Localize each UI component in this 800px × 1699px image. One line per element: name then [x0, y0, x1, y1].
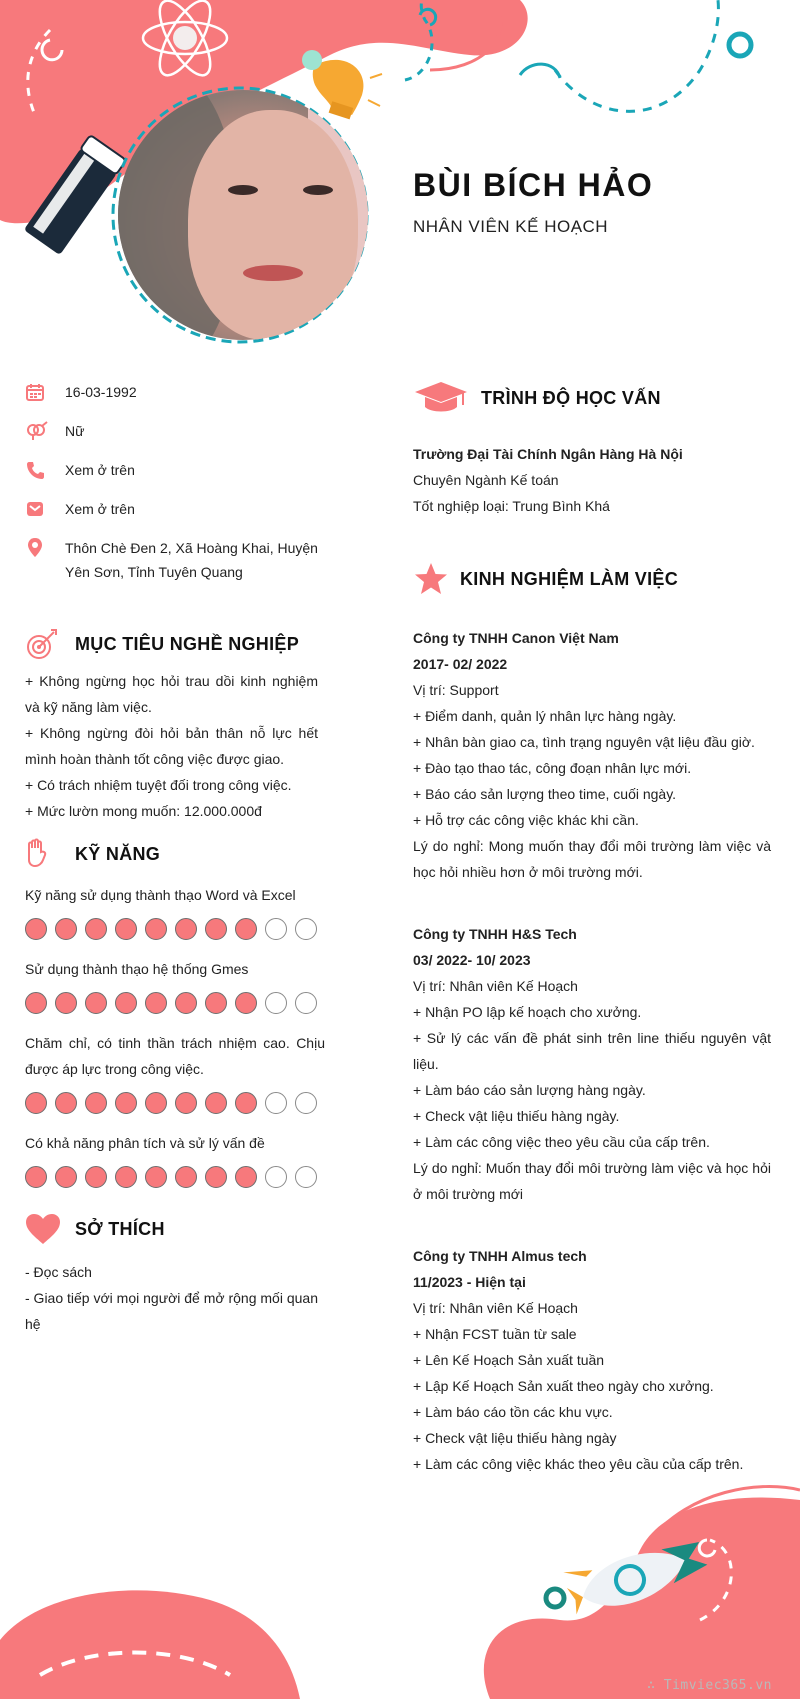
hobbies-text — [25, 1259, 318, 1337]
job-line: Vị trí: Nhân viên Kế Hoạch — [413, 1300, 578, 1316]
rating-dot-filled — [235, 1166, 257, 1188]
job-line: + Điểm danh, quản lý nhân lực hàng ngày. — [413, 708, 677, 724]
skill-item — [25, 1130, 325, 1188]
job-line: + Đào tạo thao tác, công đoạn nhân lực mới. — [413, 760, 692, 776]
rating-dot-filled — [115, 1166, 137, 1188]
rating-dot-filled — [205, 992, 227, 1014]
rating-dot-filled — [55, 918, 77, 940]
rating-dot-filled — [145, 992, 167, 1014]
job-line: + Nhận PO lập kế hoạch cho xưởng. — [413, 1004, 642, 1020]
star-icon — [413, 562, 460, 596]
fist-icon — [25, 838, 75, 870]
skill-label: Kỹ năng sử dụng thành thạo Word và Excel — [25, 887, 296, 903]
skill-item — [25, 956, 325, 1014]
rating-dot-filled — [205, 918, 227, 940]
job-line: + Lập Kế Hoạch Sản xuất theo ngày cho xưởng. — [413, 1378, 714, 1394]
education-heading — [413, 380, 661, 416]
skills-title: KỸ NĂNG — [75, 843, 161, 864]
contact-email — [25, 497, 325, 521]
contact-birthday — [25, 380, 325, 404]
hobby-line: - Giao tiếp với mọi người để mở rộng mối quan hệ — [25, 1290, 318, 1332]
school-name: Trường Đại Tài Chính Ngân Hàng Hà Nội — [413, 446, 683, 462]
skill-rating — [25, 918, 325, 940]
job-line: + Làm các công việc khác theo yêu cầu của cấp trên. — [413, 1456, 744, 1472]
skills-heading — [25, 838, 160, 870]
job-line: Vị trí: Support — [413, 682, 499, 698]
email-icon — [25, 497, 65, 521]
rating-dot-filled — [85, 1092, 107, 1114]
job-line: + Nhận FCST tuần từ sale — [413, 1326, 577, 1342]
objective-text — [25, 668, 318, 824]
birthday-text: 16-03-1992 — [65, 384, 137, 400]
rating-dot-empty — [295, 1166, 317, 1188]
rating-dot-filled — [115, 1092, 137, 1114]
phone-text: Xem ở trên — [65, 462, 135, 478]
education-details — [413, 441, 771, 519]
job-line: + Báo cáo sản lượng theo time, cuối ngày. — [413, 786, 677, 802]
rating-dot-filled — [115, 918, 137, 940]
grade: Tốt nghiệp loại: Trung Bình Khá — [413, 498, 610, 514]
rating-dot-filled — [175, 1092, 197, 1114]
rating-dot-filled — [55, 1092, 77, 1114]
rating-dot-filled — [235, 918, 257, 940]
job-line: Vị trí: Nhân viên Kế Hoạch — [413, 978, 578, 994]
job-line: + Check vật liệu thiếu hàng ngày — [413, 1430, 617, 1446]
rating-dot-empty — [265, 1092, 287, 1114]
rating-dot-empty — [265, 1166, 287, 1188]
skill-rating — [25, 1166, 325, 1188]
contact-gender — [25, 419, 325, 443]
job-entry — [413, 921, 771, 1207]
rating-dot-filled — [115, 992, 137, 1014]
contact-phone — [25, 458, 325, 482]
experience-list — [413, 625, 771, 1495]
avatar — [118, 90, 368, 340]
job-line: + Làm báo cáo tồn các khu vực. — [413, 1404, 613, 1420]
skill-label: Sử dụng thành thạo hệ thống Gmes — [25, 961, 249, 977]
experience-heading — [413, 562, 678, 596]
objective-title: MỤC TIÊU NGHỀ NGHIỆP — [75, 633, 300, 654]
phone-icon — [25, 458, 65, 482]
skill-rating — [25, 992, 325, 1014]
job-line: + Nhân bàn giao ca, tình trạng nguyên vật liệu đầu giờ. — [413, 734, 755, 750]
job-title: NHÂN VIÊN KẾ HOẠCH — [413, 217, 609, 236]
rating-dot-filled — [55, 992, 77, 1014]
rating-dot-filled — [175, 992, 197, 1014]
contact-address — [25, 536, 325, 584]
objective-heading — [25, 627, 299, 661]
rating-dot-filled — [175, 1166, 197, 1188]
email-text: Xem ở trên — [65, 501, 135, 517]
candidate-name: BÙI BÍCH HẢO — [413, 167, 654, 203]
rating-dot-empty — [265, 992, 287, 1014]
target-icon — [25, 627, 75, 661]
job-period: 11/2023 - Hiện tại — [413, 1274, 526, 1290]
calendar-icon — [25, 380, 65, 404]
rating-dot-filled — [205, 1092, 227, 1114]
job-period: 2017- 02/ 2022 — [413, 656, 508, 672]
footer-decoration — [0, 1470, 800, 1699]
heart-icon — [25, 1213, 75, 1245]
watermark: ∴ Timviec365.vn — [647, 1678, 772, 1693]
rating-dot-empty — [295, 992, 317, 1014]
company-name: Công ty TNHH Almus tech — [413, 1248, 587, 1264]
rating-dot-filled — [85, 918, 107, 940]
objective-line: + Mức lườn mong muốn: 12.000.000đ — [25, 803, 262, 819]
job-line: + Làm các công việc theo yêu cầu của cấp trên. — [413, 1134, 710, 1150]
gender-icon — [25, 419, 65, 443]
rating-dot-filled — [25, 918, 47, 940]
rating-dot-filled — [55, 1166, 77, 1188]
hobby-line: - Đọc sách — [25, 1264, 92, 1280]
job-line: Lý do nghỉ: Muốn thay đổi môi trường làm việc và học hỏi ở môi trường mới — [413, 1160, 771, 1202]
skill-item — [25, 882, 325, 940]
skill-item — [25, 1030, 325, 1114]
job-line: + Hỗ trợ các công việc khác khi cần. — [413, 812, 639, 828]
rating-dot-filled — [235, 1092, 257, 1114]
hobbies-title: SỞ THÍCH — [75, 1218, 165, 1239]
address-text: Thôn Chè Đen 2, Xã Hoàng Khai, Huyện Yên Sơn, Tỉnh Tuyên Quang — [65, 540, 318, 580]
experience-title: KINH NGHIỆM LÀM VIỆC — [460, 568, 679, 589]
job-period: 03/ 2022- 10/ 2023 — [413, 952, 531, 968]
hobbies-heading — [25, 1213, 165, 1245]
job-line: Lý do nghỉ: Mong muốn thay đổi môi trường làm việc và học hỏi nhiều hơn ở môi trường mới. — [413, 838, 771, 880]
graduation-cap-icon — [413, 380, 481, 416]
job-line: + Lên Kế Hoạch Sản xuất tuần — [413, 1352, 605, 1368]
objective-line: + Không ngừng học hỏi trau dồi kinh nghiệm và kỹ năng làm việc. — [25, 673, 318, 715]
gender-text: Nữ — [65, 423, 85, 439]
company-name: Công ty TNHH H&S Tech — [413, 926, 577, 942]
rating-dot-filled — [145, 1092, 167, 1114]
company-name: Công ty TNHH Canon Việt Nam — [413, 630, 619, 646]
job-entry — [413, 1243, 771, 1477]
education-title: TRÌNH ĐỘ HỌC VẤN — [481, 387, 661, 408]
major: Chuyên Ngành Kế toán — [413, 472, 559, 488]
rating-dot-empty — [295, 1092, 317, 1114]
rating-dot-filled — [25, 1166, 47, 1188]
rating-dot-filled — [25, 1092, 47, 1114]
job-line: + Sử lý các vấn đề phát sinh trên line thiếu nguyên vật liệu. — [413, 1030, 771, 1072]
contact-list — [25, 380, 325, 599]
job-entry — [413, 625, 771, 885]
skill-label: Có khả năng phân tích và sử lý vấn đề — [25, 1135, 265, 1151]
job-line: + Làm báo cáo sản lượng hàng ngày. — [413, 1082, 646, 1098]
rating-dot-filled — [85, 1166, 107, 1188]
rating-dot-filled — [235, 992, 257, 1014]
rating-dot-empty — [295, 918, 317, 940]
rating-dot-filled — [145, 1166, 167, 1188]
rating-dot-filled — [85, 992, 107, 1014]
rating-dot-filled — [25, 992, 47, 1014]
rating-dot-filled — [175, 918, 197, 940]
location-icon — [25, 536, 65, 560]
rating-dot-empty — [265, 918, 287, 940]
objective-line: + Có trách nhiệm tuyệt đối trong công việc. — [25, 777, 292, 793]
objective-line: + Không ngừng đòi hỏi bản thân nỗ lực hết mình hoàn thành tốt công việc được giao. — [25, 725, 318, 767]
skill-label: Chăm chỉ, có tinh thần trách nhiệm cao. Chịu được áp lực trong công việc. — [25, 1035, 325, 1077]
rating-dot-filled — [145, 918, 167, 940]
rating-dot-filled — [205, 1166, 227, 1188]
job-line: + Check vật liệu thiếu hàng ngày. — [413, 1108, 620, 1124]
skill-rating — [25, 1092, 325, 1114]
